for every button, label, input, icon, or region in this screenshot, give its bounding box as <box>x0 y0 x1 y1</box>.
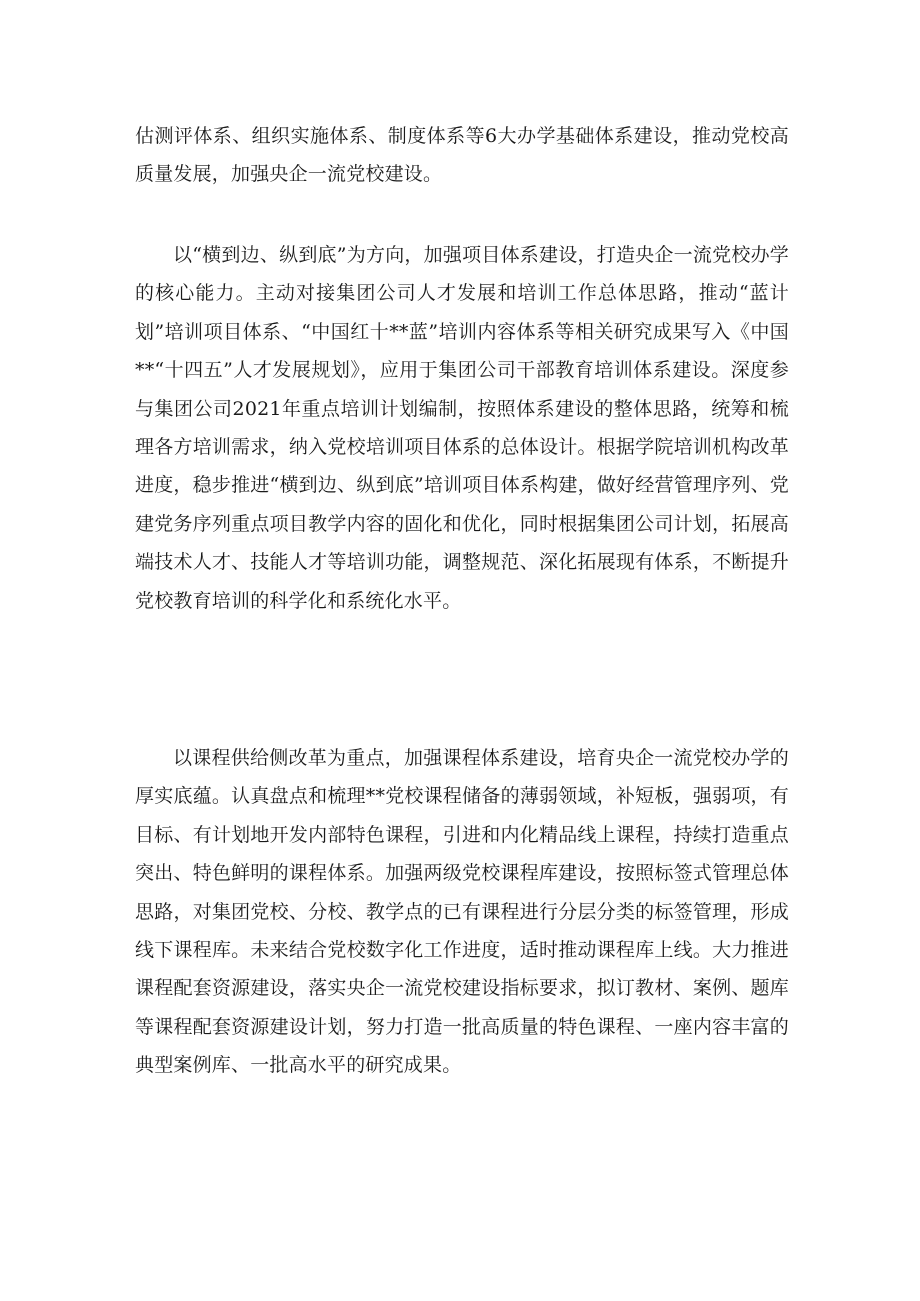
paragraph-continuation: 估测评体系、组织实施体系、制度体系等6大办学基础体系建设，推动党校高质量发展，加强央企一流党校建设。 <box>135 125 789 186</box>
paragraph-course-system: 以课程供给侧改革为重点，加强课程体系建设，培育央企一流党校办学的厚实底蕴。认真盘点和梳理**党校课程储备的薄弱领域，补短板，强弱项，有目标、有计划地开发内部特色课程，引进和内化精品线上课程，持续打造重点突出、特色鲜明的课程体系。加强两级党校课程库建设，按照标签式管理总体思路，对集团党校、分校、教学点的已有课程进行分层分类的标签管理，形成线下课程库。未来结合党校数字化工作进度，适时推动课程库上线。大力推进课程配套资源建设，落实央企一流党校建设指标要求，拟订教材、案例、题库等课程配套资源建设计划，努力打造一批高质量的特色课程、一座内容丰富的典型案例库、一批高水平的研究成果。 <box>135 747 789 1077</box>
paragraph-project-system: 以“横到边、纵到底”为方向，加强项目体系建设，打造央企一流党校办学的核心能力。主动对接集团公司人才发展和培训工作总体思路，推动“蓝计划”培训项目体系、“中国红十**蓝”培训内容体系等相关研究成果写入《中国**“十四五”人才发展规划》，应用于集团公司干部教育培训体系建设。深度参与集团公司2021年重点培训计划编制，按照体系建设的整体思路，统筹和梳理各方培训需求，纳入党校培训项目体系的总体设计。根据学院培训机构改革进度，稳步推进“横到边、纵到底”培训项目体系构建，做好经营管理序列、党建党务序列重点项目教学内容的固化和优化，同时根据集团公司计划，拓展高端技术人才、技能人才等培训功能，调整规范、深化拓展现有体系，不断提升党校教育培训的科学化和系统化水平。 <box>135 244 789 612</box>
